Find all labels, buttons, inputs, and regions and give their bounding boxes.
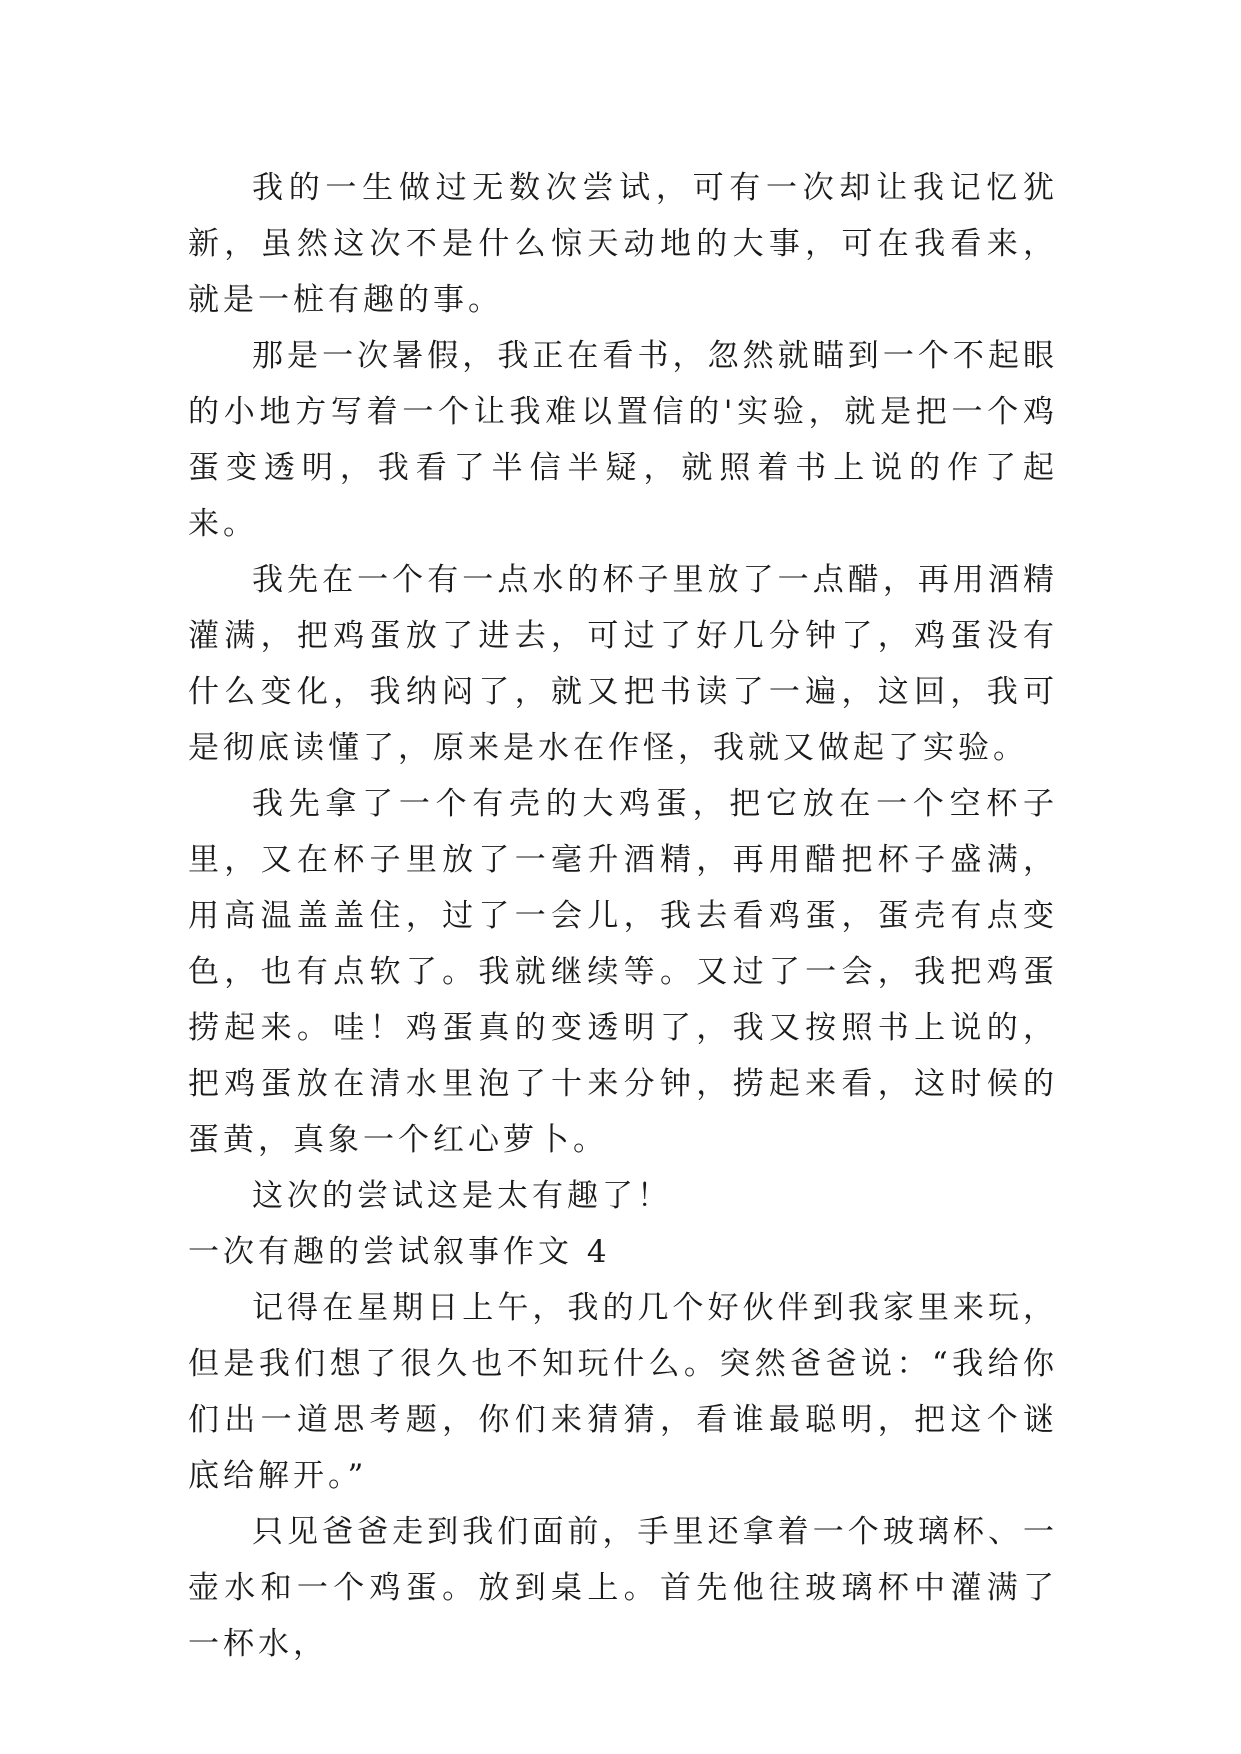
paragraph-4: 我先拿了一个有壳的大鸡蛋，把它放在一个空杯子里，又在杯子里放了一毫升酒精，再用醋把杯子盛满，用高温盖盖住，过了一会儿，我去看鸡蛋，蛋壳有点变色，也有点软了。我就继续等。又过了一会，我把鸡蛋捞起来。哇！鸡蛋真的变透明了，我又按照书上说的，把鸡蛋放在清水里泡了十来分钟，捞起来看，这时候的蛋黄，真象一个红心萝卜。 [188, 786, 1058, 1158]
paragraph-6: 记得在星期日上午，我的几个好伙伴到我家里来玩，但是我们想了很久也不知玩什么。突然爸爸说：“我给你们出一道思考题，你们来猜猜，看谁最聪明，把这个谜底给解开。” [188, 1290, 1058, 1494]
paragraph-3: 我先在一个有一点水的杯子里放了一点醋，再用酒精灌满，把鸡蛋放了进去，可过了好几分钟了，鸡蛋没有什么变化，我纳闷了，就又把书读了一遍，这回，我可是彻底读懂了，原来是水在作怪，我就又做起了实验。 [188, 562, 1058, 766]
paragraph-1: 我的一生做过无数次尝试，可有一次却让我记忆犹新，虽然这次不是什么惊天动地的大事，可在我看来，就是一桩有趣的事。 [188, 170, 1058, 318]
paragraph-7: 只见爸爸走到我们面前，手里还拿着一个玻璃杯、一壶水和一个鸡蛋。放到桌上。首先他往玻璃杯中灌满了一杯水， [188, 1514, 1058, 1662]
document-body [188, 160, 1058, 1672]
paragraph-2: 那是一次暑假，我正在看书，忽然就瞄到一个不起眼的小地方写着一个让我难以置信的'实验，就是把一个鸡蛋变透明，我看了半信半疑，就照着书上说的作了起来。 [188, 338, 1058, 542]
paragraph-5: 这次的尝试这是太有趣了！ [252, 1178, 672, 1214]
essay-heading: 一次有趣的尝试叙事作文 4 [188, 1234, 611, 1270]
